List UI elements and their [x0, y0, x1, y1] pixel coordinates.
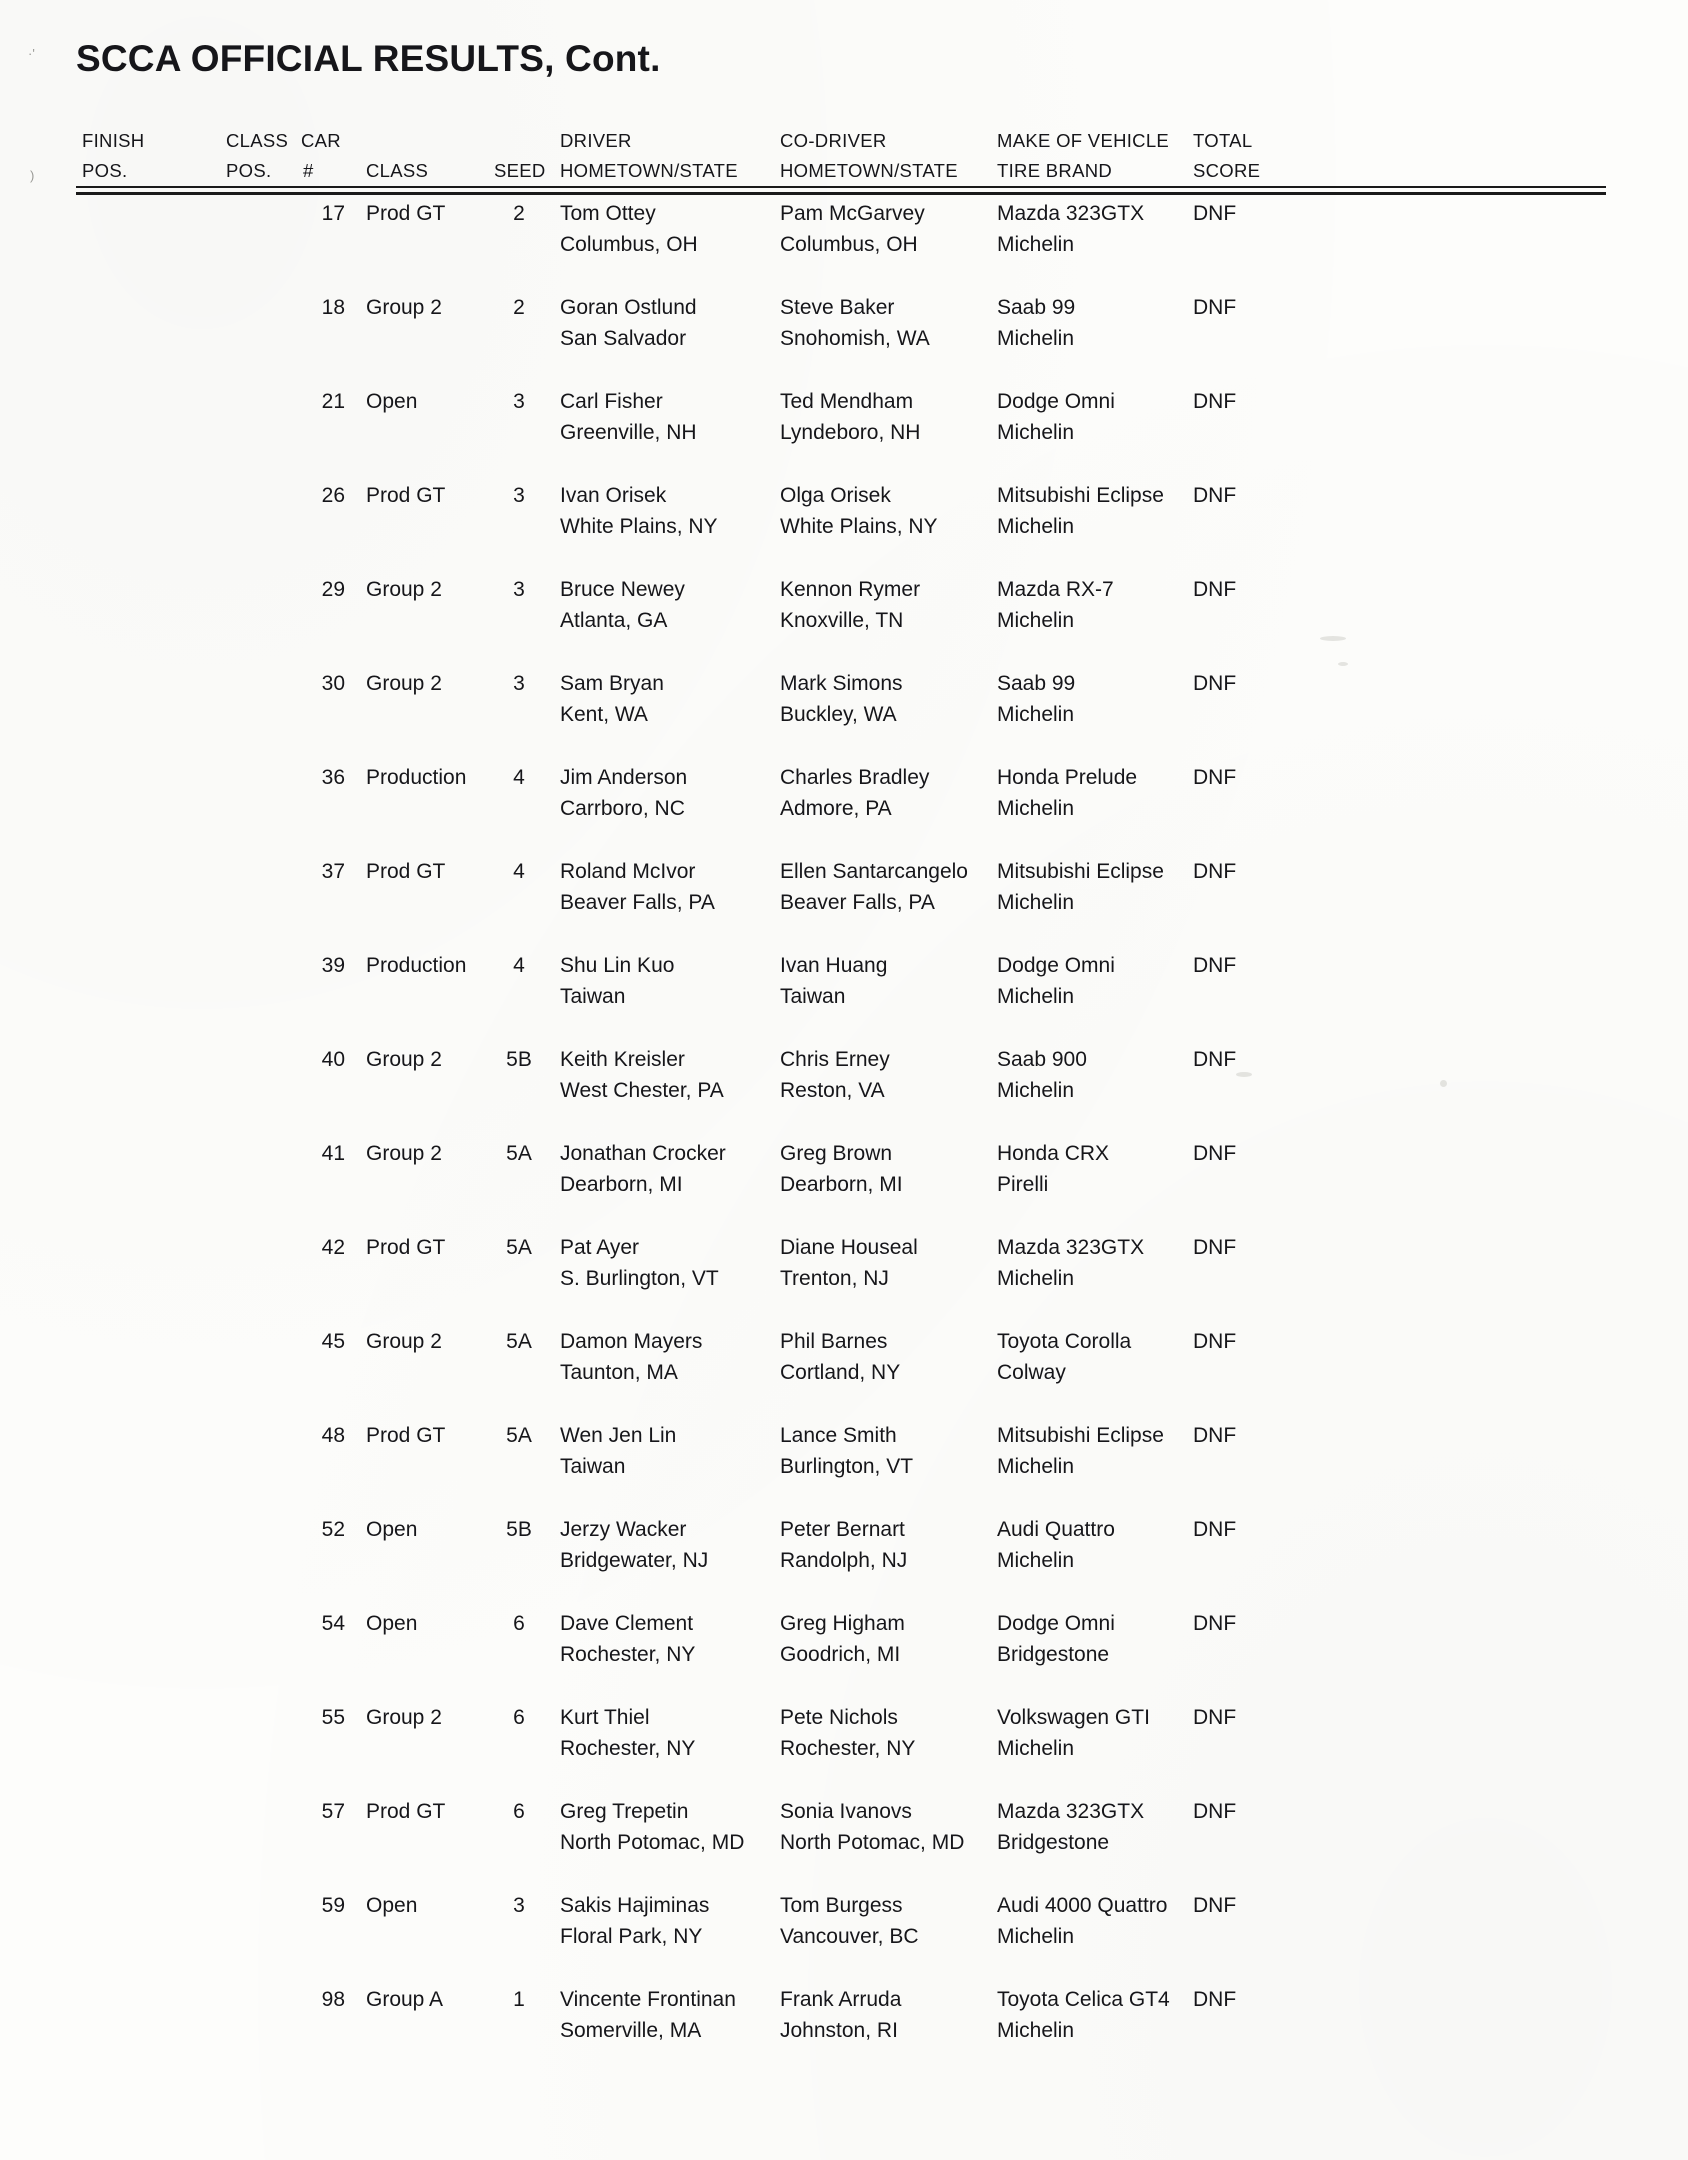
cell-total-score: DNF [1193, 1612, 1237, 1635]
cell-codriver-hometown: Johnston, RI [780, 2019, 898, 2042]
cell-vehicle-make: Mitsubishi Eclipse [997, 860, 1164, 883]
cell-codriver-name: Phil Barnes [780, 1330, 888, 1353]
cell-class: Group 2 [366, 296, 442, 319]
cell-driver-name: Pat Ayer [560, 1236, 639, 1259]
cell-driver-hometown: Atlanta, GA [560, 609, 668, 632]
cell-vehicle-make: Toyota Corolla [997, 1330, 1132, 1353]
cell-driver-name: Sakis Hajiminas [560, 1894, 710, 1917]
cell-driver-hometown: Rochester, NY [560, 1737, 696, 1760]
cell-driver-name: Shu Lin Kuo [560, 954, 675, 977]
cell-total-score: DNF [1193, 484, 1237, 507]
cell-total-score: DNF [1193, 860, 1237, 883]
cell-car-number: 26 [321, 484, 345, 507]
cell-seed: 6 [513, 1706, 525, 1729]
cell-driver-hometown: Carrboro, NC [560, 797, 685, 820]
cell-driver-name: Wen Jen Lin [560, 1424, 677, 1447]
cell-codriver-name: Greg Higham [780, 1612, 905, 1635]
cell-tire-brand: Michelin [997, 1737, 1075, 1760]
scan-artifact-mark: ) [30, 168, 35, 183]
cell-driver-name: Greg Trepetin [560, 1800, 689, 1823]
cell-codriver-name: Steve Baker [780, 296, 895, 319]
cell-total-score: DNF [1193, 1142, 1237, 1165]
cell-seed: 2 [513, 296, 525, 319]
cell-car-number: 54 [321, 1612, 345, 1635]
header-finish-pos-line2: POS. [82, 160, 128, 181]
cell-vehicle-make: Mazda RX-7 [997, 578, 1114, 601]
cell-driver-hometown: Beaver Falls, PA [560, 891, 715, 914]
cell-driver-name: Keith Kreisler [560, 1048, 685, 1071]
cell-driver-name: Ivan Orisek [560, 484, 667, 507]
table-row [76, 1796, 1616, 1890]
cell-seed: 5A [506, 1424, 532, 1447]
cell-driver-name: Kurt Thiel [560, 1706, 650, 1729]
cell-driver-name: Vincente Frontinan [560, 1988, 736, 2011]
cell-tire-brand: Michelin [997, 421, 1075, 444]
header-score-line2: SCORE [1193, 160, 1261, 181]
cell-tire-brand: Michelin [997, 1267, 1075, 1290]
cell-codriver-name: Ted Mendham [780, 390, 914, 413]
cell-class: Group 2 [366, 1048, 442, 1071]
cell-seed: 2 [513, 202, 525, 225]
cell-driver-hometown: Taiwan [560, 1455, 626, 1478]
table-row [76, 386, 1616, 480]
cell-class: Open [366, 1612, 418, 1635]
cell-total-score: DNF [1193, 1048, 1237, 1071]
cell-car-number: 41 [321, 1142, 345, 1165]
cell-vehicle-make: Mazda 323GTX [997, 1800, 1145, 1823]
cell-class: Prod GT [366, 484, 446, 507]
cell-seed: 1 [513, 1988, 525, 2011]
cell-codriver-hometown: Knoxville, TN [780, 609, 904, 632]
cell-seed: 5B [506, 1518, 532, 1541]
table-row [76, 1420, 1616, 1514]
cell-codriver-name: Pam McGarvey [780, 202, 925, 225]
cell-driver-name: Roland McIvor [560, 860, 696, 883]
table-row [76, 1514, 1616, 1608]
cell-driver-hometown: Kent, WA [560, 703, 648, 726]
cell-total-score: DNF [1193, 1800, 1237, 1823]
cell-vehicle-make: Saab 99 [997, 296, 1076, 319]
cell-codriver-name: Sonia Ivanovs [780, 1800, 912, 1823]
cell-codriver-hometown: Snohomish, WA [780, 327, 930, 350]
cell-codriver-hometown: Buckley, WA [780, 703, 897, 726]
cell-car-number: 18 [321, 296, 345, 319]
cell-seed: 3 [513, 1894, 525, 1917]
cell-driver-hometown: Floral Park, NY [560, 1925, 703, 1948]
cell-codriver-name: Olga Orisek [780, 484, 891, 507]
cell-car-number: 36 [321, 766, 345, 789]
cell-vehicle-make: Saab 99 [997, 672, 1076, 695]
header-car-line2: # [303, 160, 314, 181]
cell-car-number: 42 [321, 1236, 345, 1259]
cell-car-number: 37 [321, 860, 345, 883]
cell-seed: 6 [513, 1612, 525, 1635]
cell-codriver-name: Diane Houseal [780, 1236, 918, 1259]
table-row [76, 1702, 1616, 1796]
scan-speck [1440, 1080, 1447, 1087]
cell-codriver-hometown: Admore, PA [780, 797, 892, 820]
header-codriver-line2: HOMETOWN/STATE [780, 160, 958, 181]
table-row [76, 762, 1616, 856]
cell-driver-name: Jonathan Crocker [560, 1142, 726, 1165]
cell-total-score: DNF [1193, 1894, 1237, 1917]
table-row [76, 198, 1616, 292]
cell-tire-brand: Michelin [997, 985, 1075, 1008]
table-row [76, 1326, 1616, 1420]
cell-tire-brand: Michelin [997, 1079, 1075, 1102]
cell-codriver-hometown: Taiwan [780, 985, 846, 1008]
cell-driver-hometown: North Potomac, MD [560, 1831, 745, 1854]
table-row [76, 668, 1616, 762]
cell-tire-brand: Michelin [997, 515, 1075, 538]
cell-driver-name: Damon Mayers [560, 1330, 703, 1353]
cell-codriver-hometown: Cortland, NY [780, 1361, 901, 1384]
cell-vehicle-make: Mitsubishi Eclipse [997, 1424, 1164, 1447]
cell-class: Prod GT [366, 1236, 446, 1259]
cell-tire-brand: Michelin [997, 609, 1075, 632]
cell-tire-brand: Bridgestone [997, 1831, 1110, 1854]
cell-class: Open [366, 390, 418, 413]
cell-total-score: DNF [1193, 1706, 1237, 1729]
cell-seed: 4 [513, 860, 525, 883]
cell-tire-brand: Bridgestone [997, 1643, 1110, 1666]
cell-class: Prod GT [366, 1800, 446, 1823]
cell-vehicle-make: Honda CRX [997, 1142, 1110, 1165]
cell-codriver-name: Chris Erney [780, 1048, 890, 1071]
table-row [76, 1044, 1616, 1138]
cell-codriver-hometown: Randolph, NJ [780, 1549, 908, 1572]
cell-vehicle-make: Toyota Celica GT4 [997, 1988, 1170, 2011]
cell-car-number: 17 [321, 202, 345, 225]
cell-class: Prod GT [366, 1424, 446, 1447]
cell-driver-hometown: Greenville, NH [560, 421, 697, 444]
cell-codriver-name: Pete Nichols [780, 1706, 898, 1729]
header-seed-line2: SEED [494, 160, 546, 181]
cell-seed: 4 [513, 954, 525, 977]
cell-driver-hometown: Dearborn, MI [560, 1173, 683, 1196]
header-rule-lower [76, 192, 1606, 195]
cell-vehicle-make: Mazda 323GTX [997, 202, 1145, 225]
cell-codriver-hometown: Columbus, OH [780, 233, 918, 256]
table-row [76, 480, 1616, 574]
cell-vehicle-make: Audi Quattro [997, 1518, 1115, 1541]
header-class-line2: CLASS [366, 160, 429, 181]
cell-car-number: 45 [321, 1330, 345, 1353]
cell-class: Production [366, 766, 467, 789]
cell-class: Group 2 [366, 1706, 442, 1729]
cell-codriver-hometown: Goodrich, MI [780, 1643, 901, 1666]
cell-vehicle-make: Dodge Omni [997, 1612, 1115, 1635]
cell-driver-hometown: West Chester, PA [560, 1079, 724, 1102]
cell-driver-hometown: Somerville, MA [560, 2019, 702, 2042]
cell-total-score: DNF [1193, 390, 1237, 413]
cell-codriver-name: Kennon Rymer [780, 578, 921, 601]
table-row [76, 1984, 1616, 2078]
cell-car-number: 55 [321, 1706, 345, 1729]
cell-tire-brand: Michelin [997, 233, 1075, 256]
cell-driver-hometown: White Plains, NY [560, 515, 718, 538]
cell-codriver-hometown: Beaver Falls, PA [780, 891, 935, 914]
cell-codriver-name: Mark Simons [780, 672, 903, 695]
cell-codriver-hometown: Dearborn, MI [780, 1173, 903, 1196]
cell-tire-brand: Pirelli [997, 1173, 1049, 1196]
cell-class: Production [366, 954, 467, 977]
cell-codriver-name: Ellen Santarcangelo [780, 860, 968, 883]
table-row [76, 292, 1616, 386]
table-row [76, 1608, 1616, 1702]
header-rule-upper [76, 186, 1606, 188]
cell-driver-name: Tom Ottey [560, 202, 656, 225]
cell-car-number: 21 [321, 390, 345, 413]
cell-class: Group 2 [366, 672, 442, 695]
header-car-line1: CAR [301, 130, 341, 151]
cell-total-score: DNF [1193, 1424, 1237, 1447]
cell-codriver-name: Ivan Huang [780, 954, 888, 977]
cell-driver-hometown: San Salvador [560, 327, 687, 350]
cell-car-number: 29 [321, 578, 345, 601]
cell-class: Open [366, 1894, 418, 1917]
cell-car-number: 39 [321, 954, 345, 977]
cell-seed: 6 [513, 1800, 525, 1823]
cell-vehicle-make: Mazda 323GTX [997, 1236, 1145, 1259]
cell-vehicle-make: Honda Prelude [997, 766, 1138, 789]
cell-seed: 3 [513, 484, 525, 507]
header-finish-pos-line1: FINISH [82, 130, 145, 151]
cell-codriver-hometown: Vancouver, BC [780, 1925, 919, 1948]
cell-driver-hometown: S. Burlington, VT [560, 1267, 719, 1290]
cell-vehicle-make: Volkswagen GTI [997, 1706, 1150, 1729]
cell-driver-name: Bruce Newey [560, 578, 685, 601]
table-row [76, 1232, 1616, 1326]
cell-codriver-name: Lance Smith [780, 1424, 897, 1447]
cell-car-number: 48 [321, 1424, 345, 1447]
cell-total-score: DNF [1193, 202, 1237, 225]
cell-seed: 5A [506, 1330, 532, 1353]
cell-class: Open [366, 1518, 418, 1541]
cell-class: Group A [366, 1988, 444, 2011]
cell-driver-name: Jerzy Wacker [560, 1518, 687, 1541]
cell-codriver-hometown: Rochester, NY [780, 1737, 916, 1760]
cell-total-score: DNF [1193, 672, 1237, 695]
cell-driver-hometown: Taiwan [560, 985, 626, 1008]
cell-seed: 3 [513, 672, 525, 695]
cell-total-score: DNF [1193, 1330, 1237, 1353]
cell-vehicle-make: Dodge Omni [997, 954, 1115, 977]
cell-car-number: 40 [321, 1048, 345, 1071]
page-title: SCCA OFFICIAL RESULTS, Cont. [76, 38, 661, 79]
header-make-line2: TIRE BRAND [997, 160, 1113, 181]
header-class-pos-line2: POS. [226, 160, 272, 181]
cell-seed: 3 [513, 390, 525, 413]
cell-tire-brand: Michelin [997, 797, 1075, 820]
cell-tire-brand: Michelin [997, 1925, 1075, 1948]
cell-vehicle-make: Saab 900 [997, 1048, 1087, 1071]
cell-class: Group 2 [366, 1330, 442, 1353]
cell-car-number: 57 [321, 1800, 345, 1823]
cell-driver-name: Sam Bryan [560, 672, 664, 695]
scan-artifact-mark: ·' [28, 46, 35, 61]
cell-tire-brand: Michelin [997, 2019, 1075, 2042]
cell-vehicle-make: Mitsubishi Eclipse [997, 484, 1164, 507]
cell-tire-brand: Michelin [997, 703, 1075, 726]
scan-speck [1320, 636, 1346, 641]
cell-total-score: DNF [1193, 1988, 1237, 2011]
table-header [76, 128, 1606, 190]
table-row [76, 1138, 1616, 1232]
table-row [76, 856, 1616, 950]
cell-vehicle-make: Dodge Omni [997, 390, 1115, 413]
cell-tire-brand: Michelin [997, 327, 1075, 350]
cell-seed: 5B [506, 1048, 532, 1071]
cell-driver-name: Goran Ostlund [560, 296, 697, 319]
cell-codriver-hometown: Reston, VA [780, 1079, 885, 1102]
cell-codriver-hometown: Lyndeboro, NH [780, 421, 921, 444]
cell-codriver-hometown: White Plains, NY [780, 515, 938, 538]
cell-codriver-name: Peter Bernart [780, 1518, 905, 1541]
cell-total-score: DNF [1193, 296, 1237, 319]
scan-speck [1338, 662, 1348, 666]
header-score-line1: TOTAL [1193, 130, 1253, 151]
table-row [76, 950, 1616, 1044]
cell-codriver-name: Tom Burgess [780, 1894, 903, 1917]
cell-codriver-name: Charles Bradley [780, 766, 930, 789]
cell-driver-name: Carl Fisher [560, 390, 663, 413]
cell-class: Prod GT [366, 202, 446, 225]
cell-seed: 4 [513, 766, 525, 789]
cell-codriver-hometown: Trenton, NJ [780, 1267, 889, 1290]
cell-tire-brand: Colway [997, 1361, 1066, 1384]
scan-speck [1236, 1072, 1252, 1077]
cell-class: Group 2 [366, 578, 442, 601]
cell-codriver-hometown: Burlington, VT [780, 1455, 914, 1478]
cell-seed: 5A [506, 1142, 532, 1165]
cell-driver-name: Jim Anderson [560, 766, 688, 789]
cell-driver-hometown: Taunton, MA [560, 1361, 678, 1384]
header-driver-line2: HOMETOWN/STATE [560, 160, 738, 181]
cell-codriver-hometown: North Potomac, MD [780, 1831, 965, 1854]
cell-tire-brand: Michelin [997, 1455, 1075, 1478]
cell-total-score: DNF [1193, 766, 1237, 789]
cell-driver-name: Dave Clement [560, 1612, 694, 1635]
cell-seed: 5A [506, 1236, 532, 1259]
cell-driver-hometown: Columbus, OH [560, 233, 698, 256]
cell-vehicle-make: Audi 4000 Quattro [997, 1894, 1168, 1917]
cell-total-score: DNF [1193, 954, 1237, 977]
cell-codriver-name: Frank Arruda [780, 1988, 902, 2011]
table-row [76, 1890, 1616, 1984]
cell-class: Prod GT [366, 860, 446, 883]
header-class-pos-line1: CLASS [226, 130, 289, 151]
cell-total-score: DNF [1193, 1518, 1237, 1541]
cell-seed: 3 [513, 578, 525, 601]
cell-codriver-name: Greg Brown [780, 1142, 893, 1165]
cell-car-number: 52 [321, 1518, 345, 1541]
cell-total-score: DNF [1193, 578, 1237, 601]
cell-tire-brand: Michelin [997, 1549, 1075, 1572]
header-driver-line1: DRIVER [560, 130, 632, 151]
cell-car-number: 30 [321, 672, 345, 695]
cell-total-score: DNF [1193, 1236, 1237, 1259]
table-row [76, 574, 1616, 668]
results-table-body [76, 198, 1616, 2078]
cell-tire-brand: Michelin [997, 891, 1075, 914]
cell-car-number: 98 [321, 1988, 345, 2011]
cell-driver-hometown: Rochester, NY [560, 1643, 696, 1666]
header-make-line1: MAKE OF VEHICLE [997, 130, 1170, 151]
cell-car-number: 59 [321, 1894, 345, 1917]
header-codriver-line1: CO-DRIVER [780, 130, 887, 151]
cell-driver-hometown: Bridgewater, NJ [560, 1549, 709, 1572]
cell-class: Group 2 [366, 1142, 442, 1165]
